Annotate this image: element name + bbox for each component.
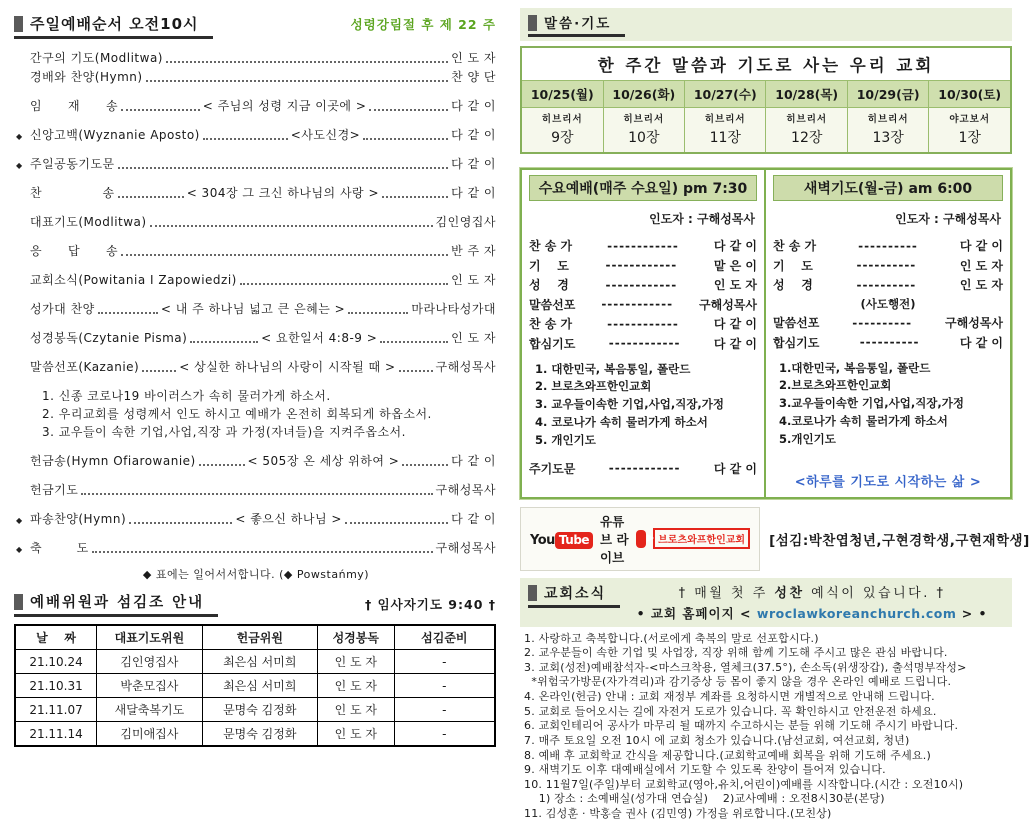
cell-scripture: 인 도 자	[317, 674, 394, 698]
reading-cell	[847, 108, 928, 154]
dot-leader	[150, 225, 433, 227]
worship-item-role: 구해성목사	[435, 483, 496, 497]
worship-item-label: 대표기도(Modlitwa)	[30, 215, 147, 229]
worship-line	[16, 213, 496, 230]
word-prayer-title: 말씀·기도	[544, 16, 612, 32]
worship-line	[16, 452, 496, 469]
program-line	[773, 314, 1003, 331]
day-header: 10/25(월)	[521, 81, 603, 108]
reading-book: 히브리서	[541, 114, 583, 125]
col-header-prayer-rep: 대표기도위원	[97, 625, 203, 650]
program-label: 말씀선포	[773, 316, 820, 330]
scripture-reference: < 요한일서 4:8-9 >	[261, 331, 378, 345]
reading-cell	[603, 108, 684, 154]
dot-leader	[399, 370, 433, 372]
cell-scripture: 인 도 자	[317, 698, 394, 722]
program-role: 구해성목사	[945, 316, 1003, 330]
worship-item-label: 임 재 송	[30, 99, 119, 113]
program-label: 기 도	[773, 258, 813, 273]
program-role: 다 같 이	[713, 317, 757, 331]
program-line	[529, 315, 757, 332]
dash-leader: ------------	[601, 297, 674, 311]
cell-prayer-rep: 박춘모집사	[97, 674, 203, 698]
wednesday-prayer-list	[535, 361, 757, 450]
worship-item-label: 말씀선포(Kazanie)	[30, 360, 140, 374]
worship-line	[16, 510, 496, 527]
dot-leader	[199, 464, 245, 466]
worship-item-role: 다 같 이	[451, 157, 496, 171]
table-header-row	[15, 625, 495, 650]
dash-leader: ----------	[859, 335, 920, 349]
dot-leader	[348, 312, 408, 314]
homepage-notice	[620, 604, 1004, 622]
worship-line	[16, 184, 496, 201]
dot-leader	[380, 341, 448, 343]
play-icon	[636, 530, 646, 548]
youtube-live-label: 유튜브 라이브	[600, 513, 629, 565]
worship-line	[16, 242, 496, 259]
worship-line	[16, 481, 496, 498]
dot-leader	[121, 109, 200, 111]
worship-item-label: 간구의 기도(Modlitwa)	[30, 51, 163, 65]
prayer-item: 1. 대한민국, 복음통일, 폴란드	[535, 361, 691, 376]
program-label: 합심기도	[529, 336, 576, 351]
reading-chapter: 11장	[709, 130, 741, 146]
reading-cell	[929, 108, 1011, 154]
col-header-scripture: 성경봉독	[317, 625, 394, 650]
dash-leader: ------------	[608, 336, 681, 350]
news-item: 10. 11월7일(주일)부터 교회학교(영아,유치,어린이)예배를 시작합니다.(시간 : 오전10시)	[524, 777, 964, 791]
worship-item-label: 응 답 송	[30, 244, 119, 258]
officers-prayer-time: † 임사자기도 9:40 †	[364, 597, 496, 612]
cell-offering: 최은심 서미희	[202, 674, 317, 698]
prayer-item: 3. 교우들이속한 기업,사업,직장,가정	[535, 397, 725, 412]
worship-item-role: 다 같 이	[451, 512, 497, 526]
homepage-prefix: • 교회 홈페이지 <	[636, 605, 757, 621]
reading-chapter: 10장	[628, 130, 660, 146]
word-prayer-section-header	[520, 8, 1012, 41]
reading-chapter: 12장	[791, 130, 823, 146]
reading-book: 히브리서	[867, 114, 909, 125]
program-role: 구해성목사	[699, 297, 757, 312]
dash-leader: ----------	[856, 277, 917, 292]
program-line	[529, 276, 757, 293]
dash-leader: ------------	[605, 258, 678, 272]
worship-item-role: 다 같 이	[451, 99, 497, 113]
program-role: 다 같 이	[713, 336, 757, 351]
worship-line	[16, 126, 496, 143]
cell-offering: 문명숙 김정화	[202, 722, 317, 747]
standing-instruction-note: ◆ 표에는 일어서서합니다. (◆ Powstańmy)	[142, 568, 370, 581]
dawn-prayer-title: 새벽기도(월-금) am 6:00	[773, 175, 1003, 201]
worship-item-label: 파송찬양(Hymn)	[30, 512, 127, 526]
dot-leader	[190, 341, 258, 343]
worship-item-role: 다 같 이	[451, 454, 496, 468]
worship-item-label: 찬 송	[30, 186, 115, 200]
committee-title-text: 예배위원과 섬김조 안내	[30, 595, 205, 611]
worship-line	[16, 539, 496, 556]
worship-line	[16, 97, 496, 114]
worship-line	[16, 68, 496, 85]
worship-line	[16, 358, 496, 375]
song-title: < 내 주 하나님 넓고 큰 은혜는 >	[160, 302, 346, 316]
church-news-title: 교회소식	[544, 585, 607, 602]
dawn-prayer-column	[766, 170, 1010, 497]
dash-leader: ------------	[607, 316, 679, 331]
prayer-item: 5.개인기도	[779, 431, 836, 446]
standing-marker: ◆	[16, 161, 23, 170]
table-row	[15, 674, 495, 698]
youtube-logo-tube: Tube	[555, 532, 593, 549]
cell-offering: 문명숙 김정화	[202, 698, 317, 722]
table-row	[15, 698, 495, 722]
liturgical-season-label: 성령강림절 후 제 22 주	[350, 17, 496, 32]
program-role: 인 도 자	[713, 278, 757, 292]
reading-cell	[766, 108, 847, 154]
program-role: 다 같 이	[959, 239, 1003, 253]
worship-line	[16, 49, 496, 66]
worship-item-label: 헌금기도	[30, 483, 79, 497]
day-header: 10/26(화)	[603, 81, 684, 108]
cell-scripture: 인 도 자	[317, 722, 394, 747]
weekly-table-title: 한 주간 말씀과 기도로 사는 우리 교회	[521, 47, 1011, 81]
program-role: 인 도 자	[959, 258, 1003, 273]
dash-leader: ----------	[856, 258, 917, 272]
dot-leader	[121, 254, 448, 256]
dot-leader	[92, 551, 433, 553]
communion-notice	[620, 582, 1004, 601]
program-role: 맡 은 이	[713, 258, 757, 273]
wednesday-leader: 인도자 : 구해성목사	[649, 212, 755, 226]
program-line	[773, 276, 1003, 293]
cell-serving-prep: -	[394, 698, 495, 722]
prayer-point: 3. 교우들이 속한 기업,사업,직장 과 가정(자녀들)을 지켜주옵소서.	[42, 425, 406, 439]
worship-line	[16, 300, 496, 317]
worship-line	[16, 271, 496, 288]
worship-item-label: 신앙고백(Wyznanie Aposto)	[30, 128, 200, 142]
dot-leader	[363, 138, 448, 140]
dash-leader: ----------	[852, 315, 913, 330]
worship-item-role: 인 도 자	[451, 51, 496, 65]
dash-leader: ------------	[607, 238, 679, 253]
dawn-prayer-list	[779, 360, 1003, 449]
news-notices	[620, 582, 1004, 622]
church-news-list	[520, 632, 1012, 822]
news-item: 4. 온라인(헌금) 안내 : 교회 재정부 계좌를 요청하시면 개별적으로 안내해 드립니다.	[524, 690, 935, 704]
cell-scripture: 인 도 자	[317, 650, 394, 674]
worship-item-role: 반 주 자	[451, 244, 496, 258]
committee-title	[14, 590, 218, 617]
prayer-item: 2.브로츠와프한인교회	[779, 378, 892, 393]
prayer-item: 1.대한민국, 복음통일, 폴란드	[779, 360, 931, 375]
program-label: 주기도문	[529, 461, 576, 476]
program-role: 인 도 자	[959, 278, 1003, 292]
news-item: 2. 교우분들이 속한 기업 및 사업장, 직장 위해 함께 기도해 주시고 많은 관심 바랍니다.	[524, 646, 948, 660]
song-title: <사도신경>	[290, 128, 361, 142]
church-news-title-wrap	[528, 582, 620, 608]
col-header-date: 날 짜	[15, 625, 97, 650]
lords-prayer-line	[529, 460, 757, 477]
worship-line	[16, 329, 496, 346]
prayer-item: 4. 코로나가 속히 물러가게 하소서	[535, 414, 708, 429]
dot-leader	[81, 493, 432, 495]
program-label: 성 경	[773, 278, 813, 292]
day-header: 10/30(토)	[929, 81, 1011, 108]
program-line	[773, 257, 1003, 274]
worship-item-label: 헌금송(Hymn Ofiarowanie)	[30, 454, 196, 468]
communion-word: 성찬	[774, 585, 805, 601]
worship-item-role: 인 도 자	[451, 273, 496, 287]
weekly-readings-row	[521, 108, 1011, 154]
table-row	[15, 650, 495, 674]
news-item: 8. 예배 후 교회학교 간식을 제공합니다.(교회학교예배 회복을 위해 기도해 주세요.)	[524, 748, 931, 762]
page-left	[0, 0, 512, 741]
program-label: 찬 송 가	[529, 317, 573, 331]
worship-line	[16, 155, 496, 172]
page-title	[14, 12, 213, 39]
cell-prayer-rep: 김미애집사	[97, 722, 203, 747]
prayer-item: 3.교우들이속한 기업,사업,직장,가정	[779, 396, 965, 411]
program-line	[529, 296, 757, 313]
dot-leader	[382, 196, 448, 198]
dot-leader	[98, 312, 158, 314]
committee-section-header	[14, 590, 496, 617]
notice-text: † 매월 첫 주	[678, 585, 775, 601]
reading-chapter: 13장	[872, 130, 904, 146]
weekly-days-row	[521, 81, 1011, 108]
cell-serving-prep: -	[394, 722, 495, 747]
cell-prayer-rep: 김인영집사	[97, 650, 203, 674]
day-header: 10/28(목)	[766, 81, 847, 108]
cell-date: 21.10.31	[15, 674, 97, 698]
youtube-logo-you: You	[530, 533, 555, 549]
cell-serving-prep: -	[394, 674, 495, 698]
title-block-icon	[14, 594, 23, 610]
news-item: 9. 새벽기도 이후 대예배실에서 기도할 수 있도록 찬양이 틀어져 있습니다.	[524, 763, 886, 777]
worship-item-role: 김인영집사	[435, 215, 496, 229]
reading-book: 히브리서	[623, 114, 665, 125]
dash-leader: ----------	[858, 238, 918, 253]
worship-item-role: 찬 양 단	[451, 70, 496, 84]
program-label: 찬 송 가	[529, 239, 573, 253]
worship-item-label: 경배와 찬양(Hymn)	[30, 70, 143, 84]
prayer-point: 2. 우리교회를 성령께서 인도 하시고 예배가 온전히 회복되게 하옵소서.	[42, 407, 432, 421]
program-label: 성 경	[529, 278, 569, 292]
worship-item-role: 다 같 이	[451, 186, 497, 200]
program-line	[529, 237, 757, 254]
dot-leader	[240, 283, 448, 285]
cell-offering: 최은심 서미희	[202, 650, 317, 674]
program-line	[529, 335, 757, 352]
news-item: 3. 교회(성전)예배참석자-<마스크착용, 열체크(37.5°), 손소독(위생장갑), 출석명부작성>	[524, 660, 967, 674]
dawn-leader: 인도자 : 구해성목사	[895, 212, 1001, 226]
title-block-icon	[528, 15, 537, 31]
day-header: 10/29(금)	[847, 81, 928, 108]
worship-item-role: 마라나타성가대	[411, 302, 497, 316]
reading-book: 야고보서	[949, 114, 991, 125]
notice-text: 예식이 있습니다. †	[804, 585, 946, 601]
youtube-channel-label[interactable]: 브로츠와프한인교회	[653, 528, 750, 549]
dot-leader	[166, 61, 448, 63]
reading-chapter: 1장	[958, 130, 981, 146]
dot-leader	[146, 80, 449, 82]
cell-serving-prep: -	[394, 650, 495, 674]
prayer-item: 4.코로나가 속히 물러가게 하소서	[779, 413, 948, 428]
program-label: 기 도	[529, 258, 569, 273]
day-header: 10/27(수)	[685, 81, 766, 108]
news-item: *위험국가방문(자가격리)과 감기증상 등 몸이 좋지 않을 경우 온라인 예배로 드립니다.	[524, 675, 952, 689]
church-news-header	[520, 578, 1012, 627]
song-title: < 304장 그 크신 하나님의 사랑 >	[186, 186, 380, 200]
program-role: 다 같 이	[713, 239, 757, 253]
song-title: < 505장 온 세상 위하여 >	[247, 454, 400, 468]
services-box	[520, 168, 1012, 499]
title-block-icon	[14, 16, 23, 32]
dot-leader	[345, 522, 448, 524]
worship-item-label: 성가대 찬양	[30, 302, 95, 316]
committee-table	[14, 624, 496, 747]
reading-cell	[685, 108, 766, 154]
acts-note: (사도행전)	[860, 296, 916, 311]
worship-item-role: 다 같 이	[451, 128, 496, 142]
standing-marker: ◆	[16, 132, 23, 141]
prayer-points-list	[42, 387, 496, 441]
table-row	[15, 722, 495, 747]
worship-item-role: 구해성목사	[435, 541, 496, 555]
reading-cell	[521, 108, 603, 154]
dash-leader: ------------	[605, 277, 678, 292]
news-item: 7. 매주 토요일 오전 10시 에 교회 청소가 있습니다.(남선교회, 여선교회, 청년)	[524, 733, 910, 747]
worship-item-role: 인 도 자	[451, 331, 497, 345]
worship-item-label: 성경봉독(Czytanie Pisma)	[30, 331, 188, 345]
prayer-motto: <하루를 기도로 시작하는 삶 >	[794, 474, 982, 490]
news-item: 5. 교회로 들어오시는 길에 자전거 도로가 있습니다. 꼭 확인하시고 안전운전 하세요.	[524, 704, 937, 718]
prayer-item: 5. 개인기도	[535, 432, 596, 447]
program-role: 다 같 이	[959, 335, 1003, 350]
worship-item-label: 주일공동기도문	[30, 157, 115, 171]
wednesday-service-title: 수요예배(매주 수요일) pm 7:30	[529, 175, 757, 201]
dot-leader	[369, 109, 448, 111]
prayer-item: 2. 브로츠와프한인교회	[535, 379, 652, 394]
dot-leader	[402, 464, 448, 466]
standing-marker: ◆	[16, 516, 23, 525]
dot-leader	[203, 138, 288, 140]
program-label: 합심기도	[773, 335, 820, 350]
homepage-suffix: > •	[956, 605, 988, 621]
news-item: 6. 교회인테리어 공사가 마무리 될 때까지 수고하시는 분들 위해 기도해 주시기 바랍니다.	[524, 719, 959, 733]
dot-leader	[129, 522, 232, 524]
cell-date: 21.10.24	[15, 650, 97, 674]
worship-order-list	[14, 49, 496, 582]
title-block-icon	[528, 585, 537, 601]
worship-order-title: 주일예배순서 오전10시	[30, 15, 199, 33]
youtube-live-row	[520, 507, 1030, 571]
media-serving-credits: [섬김:박찬엽청년,구현경학생,구현재학생]	[769, 532, 1030, 549]
program-line	[773, 334, 1003, 351]
section-title	[528, 11, 625, 37]
wednesday-service-column	[522, 170, 766, 497]
news-item: 11. 김성훈 · 박홍슬 권사 (김민영) 가정을 위로합니다.(모친상)	[524, 807, 832, 821]
cell-date: 21.11.07	[15, 698, 97, 722]
worship-item-role: 구해성목사	[435, 360, 497, 374]
prayer-point: 1. 신종 코로나19 바이러스가 속히 물러가게 하소서.	[42, 389, 331, 403]
program-role: 다 같 이	[713, 461, 757, 476]
cell-date: 21.11.14	[15, 722, 97, 747]
youtube-logo	[530, 529, 593, 548]
program-label: 말씀선포	[529, 297, 576, 312]
reading-chapter: 9장	[551, 130, 574, 146]
col-header-serving-prep: 섬김준비	[394, 625, 495, 650]
song-title: < 좋으신 하나님 >	[235, 512, 342, 526]
program-line	[773, 237, 1003, 254]
weekly-title-row	[521, 47, 1011, 81]
dot-leader	[118, 196, 184, 198]
song-title: < 주님의 성령 지금 이곳에 >	[202, 99, 367, 113]
dash-leader: ------------	[608, 461, 681, 476]
news-item: 1. 사랑하고 축복합니다.(서로에게 축복의 말로 선포합시다.)	[524, 631, 819, 645]
page-right	[512, 0, 1030, 821]
worship-order-header	[14, 12, 496, 39]
standing-marker: ◆	[16, 545, 23, 554]
news-item: 1) 장소 : 소예배실(성가대 연습실) 2)교사예배 : 오전8시30분(본당)	[524, 792, 885, 806]
program-line	[529, 257, 757, 274]
col-header-offering: 헌금위원	[202, 625, 317, 650]
worship-item-label: 교회소식(Powitania I Zapowiedzi)	[30, 273, 237, 287]
worship-item-label: 축 도	[30, 541, 89, 555]
weekly-reading-table	[520, 46, 1012, 154]
dot-leader	[118, 167, 448, 169]
program-label: 찬 송 가	[773, 239, 817, 253]
reading-book: 히브리서	[786, 114, 828, 125]
youtube-badge[interactable]	[520, 507, 760, 571]
dot-leader	[142, 370, 176, 372]
cell-prayer-rep: 새달축복기도	[97, 698, 203, 722]
reading-book: 히브리서	[704, 114, 746, 125]
sermon-title: < 상실한 하나님의 사랑이 시작될 때 >	[179, 360, 396, 374]
homepage-link[interactable]: wroclawkoreanchurch.com	[756, 605, 957, 621]
